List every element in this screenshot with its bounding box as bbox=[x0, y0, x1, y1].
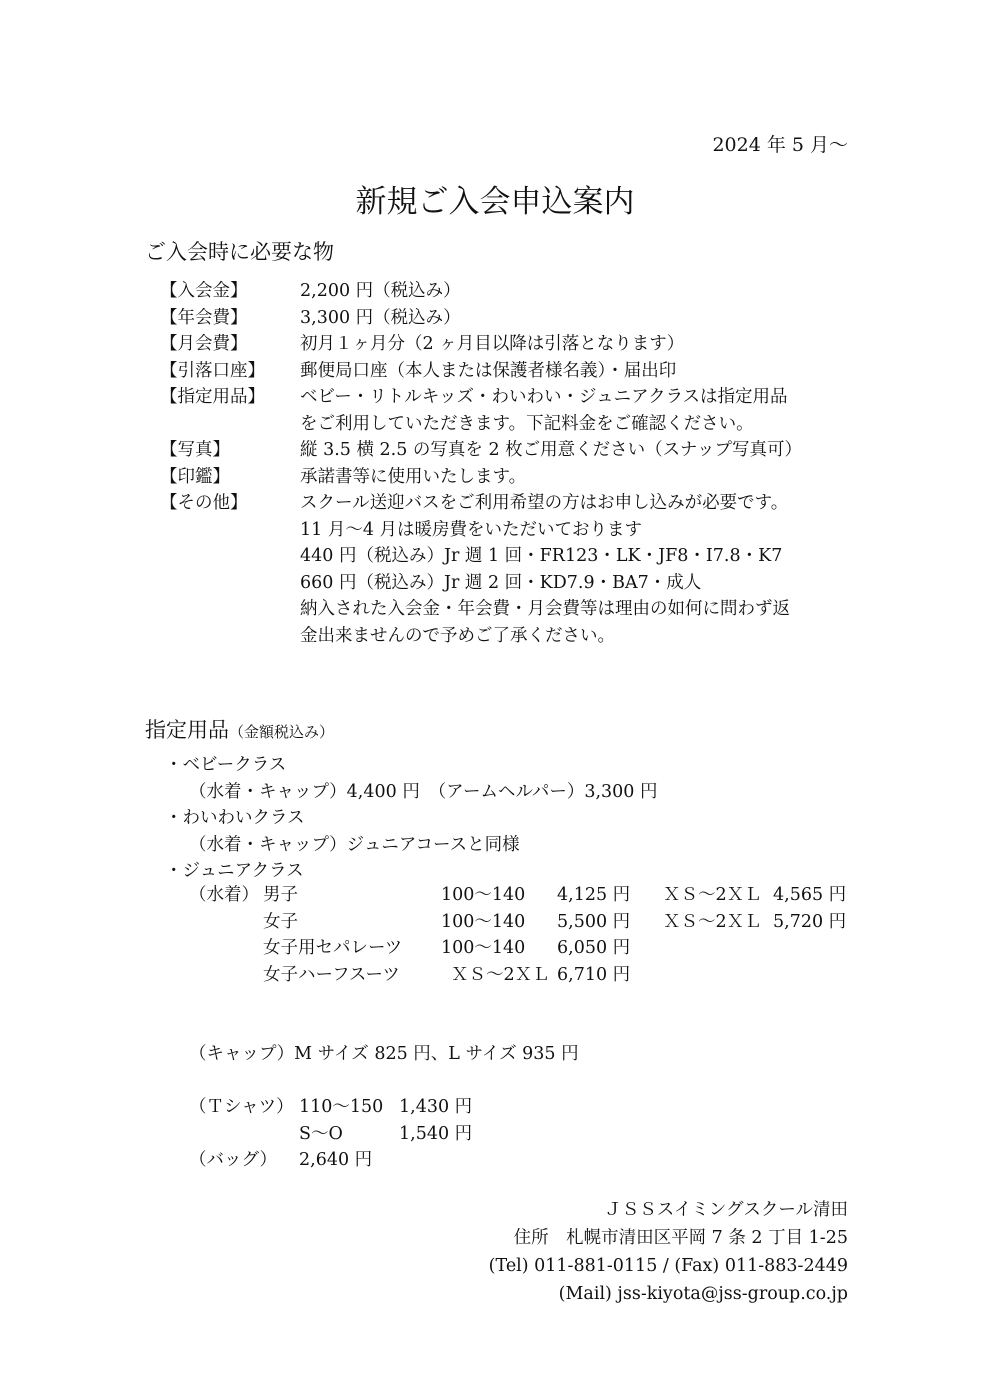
swimwear-price: 6,710 円 bbox=[557, 964, 631, 985]
req-other bbox=[160, 490, 860, 649]
req-annual-fee bbox=[160, 305, 860, 332]
equipment-heading-text: 指定用品 bbox=[145, 718, 229, 742]
waiwai-class-detail: （水着・キャップ）ジュニアコースと同様 bbox=[189, 834, 520, 855]
school-phone-fax: (Tel) 011-881-0115 / (Fax) 011-883-2449 bbox=[488, 1256, 848, 1276]
baby-class-detail: （水着・キャップ）4,400 円 （アームヘルパー）3,300 円 bbox=[189, 781, 658, 802]
req-entry-fee bbox=[160, 278, 860, 305]
page-title: 新規ご入会申込案内 bbox=[355, 184, 635, 220]
req-value: スクール送迎バスをご利用希望の方はお申し込みが必要です。 bbox=[300, 493, 789, 513]
tshirt-price: 1,540 円 bbox=[399, 1123, 473, 1144]
table-row bbox=[189, 909, 869, 936]
req-value: 3,300 円（税込み） bbox=[300, 307, 461, 328]
requirements-heading: ご入会時に必要な物 bbox=[145, 240, 334, 264]
req-label: 【指定用品】 bbox=[160, 387, 265, 407]
bag-price: 2,640 円 bbox=[299, 1150, 373, 1170]
req-debit-account bbox=[160, 358, 860, 385]
table-row bbox=[189, 882, 869, 909]
swimwear-size-alt: ＸＳ～2ＸＬ bbox=[663, 885, 762, 905]
req-value: 納入された入会金・年会費・月会費等は理由の如何に問わず返 bbox=[300, 599, 790, 619]
req-designated-goods bbox=[160, 384, 860, 437]
swimwear-price: 5,500 円 bbox=[557, 911, 631, 932]
swimwear-type: 女子用セパレーツ bbox=[263, 938, 403, 958]
swimwear-size-alt: ＸＳ～2ＸＬ bbox=[663, 911, 762, 932]
req-label: 【月会費】 bbox=[160, 334, 248, 354]
swimwear-size: ＸＳ～2ＸＬ bbox=[451, 964, 550, 985]
req-value: 2,200 円（税込み） bbox=[300, 281, 461, 301]
req-label: 【印鑑】 bbox=[160, 466, 230, 487]
equipment-heading bbox=[145, 714, 334, 744]
req-monthly-fee bbox=[160, 331, 860, 358]
req-value: 郵便局口座（本人または保護者様名義）・届出印 bbox=[300, 360, 677, 381]
tshirt-size: 110～150 bbox=[299, 1097, 384, 1117]
swimwear-price-alt: 4,565 円 bbox=[773, 885, 847, 905]
document-date: 2024 年 5 月～ bbox=[712, 134, 848, 156]
req-label: 【その他】 bbox=[160, 493, 248, 513]
req-label: 【引落口座】 bbox=[160, 360, 265, 381]
req-value: 縦 3.5 横 2.5 の写真を 2 枚ご用意ください（スナップ写真可） bbox=[300, 440, 802, 460]
table-row bbox=[189, 935, 869, 962]
school-address: 住所 札幌市清田区平岡 7 条 2 丁目 1-25 bbox=[513, 1228, 848, 1248]
req-value: 金出来ませんので予めご了承ください。 bbox=[300, 625, 615, 646]
req-seal bbox=[160, 464, 860, 491]
req-value: ベビー・リトルキッズ・わいわい・ジュニアクラスは指定用品 bbox=[300, 387, 788, 407]
req-label: 【写真】 bbox=[160, 440, 230, 460]
baby-class-label: ・ベビークラス bbox=[165, 755, 287, 775]
swimwear-price: 6,050 円 bbox=[557, 938, 631, 958]
swimwear-label: （水着） bbox=[189, 885, 259, 905]
tshirt-label: （Ｔシャツ） bbox=[189, 1097, 294, 1117]
swimwear-price: 4,125 円 bbox=[557, 885, 631, 905]
req-value: をご利用していただきます。下記料金をご確認ください。 bbox=[300, 413, 754, 434]
swimwear-type: 女子 bbox=[263, 911, 298, 932]
tshirt-size: S～O bbox=[299, 1123, 343, 1144]
req-photo bbox=[160, 437, 860, 464]
contact-footer bbox=[489, 1196, 848, 1308]
swimwear-size: 100～140 bbox=[441, 938, 526, 958]
swimwear-type: 男子 bbox=[263, 885, 298, 905]
req-value: 承諾書等に使用いたします。 bbox=[300, 466, 527, 487]
table-row bbox=[189, 1094, 589, 1121]
bag-label: （バッグ） bbox=[189, 1150, 278, 1170]
equipment-heading-note: （金額税込み） bbox=[229, 723, 335, 741]
swimwear-type: 女子ハーフスーツ bbox=[263, 964, 400, 985]
school-email: (Mail) jss-kiyota@jss-group.co.jp bbox=[558, 1284, 848, 1304]
req-value: 初月１ヶ月分（2 ヶ月目以降は引落となります） bbox=[300, 334, 685, 354]
swimwear-size: 100～140 bbox=[441, 885, 526, 905]
table-row bbox=[189, 1121, 589, 1148]
junior-class-label: ・ジュニアクラス bbox=[165, 861, 304, 881]
tshirt-price: 1,430 円 bbox=[399, 1097, 473, 1117]
req-value: 440 円（税込み）Jr 週 1 回・FR123・LK・JF8・I7.8・K7 bbox=[300, 546, 783, 566]
table-row bbox=[189, 1147, 589, 1174]
equipment-classes bbox=[165, 752, 658, 885]
req-value: 11 月～4 月は暖房費をいただいております bbox=[300, 519, 643, 540]
requirements-list bbox=[160, 278, 860, 649]
req-label: 【年会費】 bbox=[160, 307, 248, 328]
req-label: 【入会金】 bbox=[160, 281, 248, 301]
school-name: ＪＳＳスイミングスクール清田 bbox=[604, 1200, 848, 1220]
swimwear-size: 100～140 bbox=[441, 911, 526, 932]
waiwai-class-label: ・わいわいクラス bbox=[165, 808, 305, 828]
cap-price: （キャップ）M サイズ 825 円、L サイズ 935 円 bbox=[189, 1044, 579, 1064]
req-value: 660 円（税込み）Jr 週 2 回・KD7.9・BA7・成人 bbox=[300, 572, 702, 593]
swimwear-price-table bbox=[189, 882, 869, 988]
table-row bbox=[189, 962, 869, 989]
tshirt-bag-prices bbox=[189, 1094, 589, 1174]
swimwear-price-alt: 5,720 円 bbox=[773, 911, 847, 932]
